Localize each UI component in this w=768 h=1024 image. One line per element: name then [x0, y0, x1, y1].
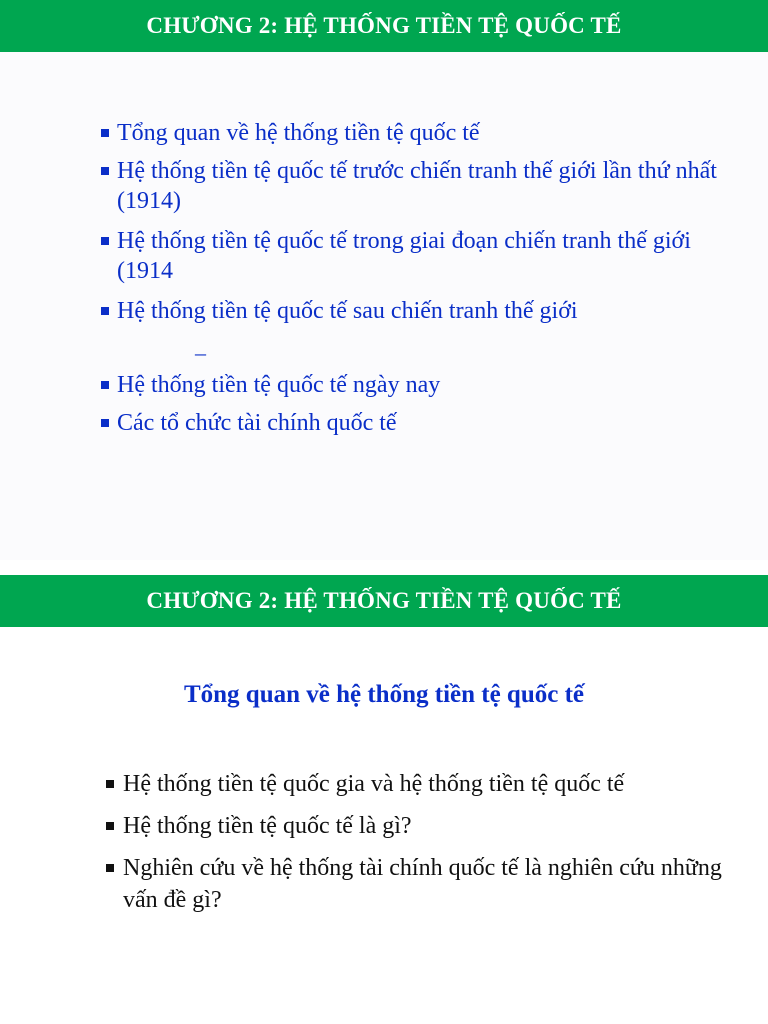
- slide-2: [0, 575, 768, 1024]
- square-bullet-icon: [101, 129, 109, 137]
- slide-2-subtitle: Tổng quan về hệ thống tiền tệ quốc tế: [183, 681, 585, 708]
- dash-mark: –: [195, 340, 206, 365]
- list-item: [123, 810, 723, 842]
- square-bullet-icon: [106, 780, 114, 788]
- square-bullet-icon: [101, 419, 109, 427]
- list-item-text: Hệ thống tiền tệ quốc tế sau chiến tranh thế giới: [117, 298, 578, 324]
- slide-separator: [0, 560, 768, 575]
- list-item-text: Hệ thống tiền tệ quốc gia và hệ thống tiền tệ quốc tế: [123, 771, 625, 797]
- list-item: [117, 370, 737, 400]
- slide-2-bullet-list: [123, 768, 723, 926]
- slide-1-bullet-list: [117, 118, 737, 438]
- list-item: [117, 226, 737, 286]
- slide-2-title: CHƯƠNG 2: HỆ THỐNG TIỀN TỆ QUỐC TẾ: [0, 575, 768, 627]
- square-bullet-icon: [101, 237, 109, 245]
- list-item: [123, 852, 723, 916]
- list-item-text: Hệ thống tiền tệ quốc tế trước chiến tranh thế giới lần thứ nhất (1914): [117, 158, 717, 214]
- list-item: [123, 768, 723, 800]
- list-item: [117, 296, 737, 326]
- list-item: [117, 156, 737, 216]
- list-item-text: Nghiên cứu về hệ thống tài chính quốc tế là nghiên cứu những vấn đề gì?: [123, 855, 722, 913]
- square-bullet-icon: [106, 822, 114, 830]
- square-bullet-icon: [101, 167, 109, 175]
- list-item-text: Các tổ chức tài chính quốc tế: [117, 410, 397, 436]
- slide-1-title: CHƯƠNG 2: HỆ THỐNG TIỀN TỆ QUỐC TẾ: [0, 0, 768, 52]
- list-item: [117, 408, 737, 438]
- list-item-text: Hệ thống tiền tệ quốc tế ngày nay: [117, 372, 441, 398]
- list-item-text: Tổng quan về hệ thống tiền tệ quốc tế: [117, 120, 480, 146]
- square-bullet-icon: [101, 381, 109, 389]
- square-bullet-icon: [106, 864, 114, 872]
- list-item: [117, 118, 737, 148]
- square-bullet-icon: [101, 307, 109, 315]
- list-item-text: Hệ thống tiền tệ quốc tế là gì?: [123, 813, 412, 839]
- list-item-text: Hệ thống tiền tệ quốc tế trong giai đoạn chiến tranh thế giới (1914: [117, 228, 691, 284]
